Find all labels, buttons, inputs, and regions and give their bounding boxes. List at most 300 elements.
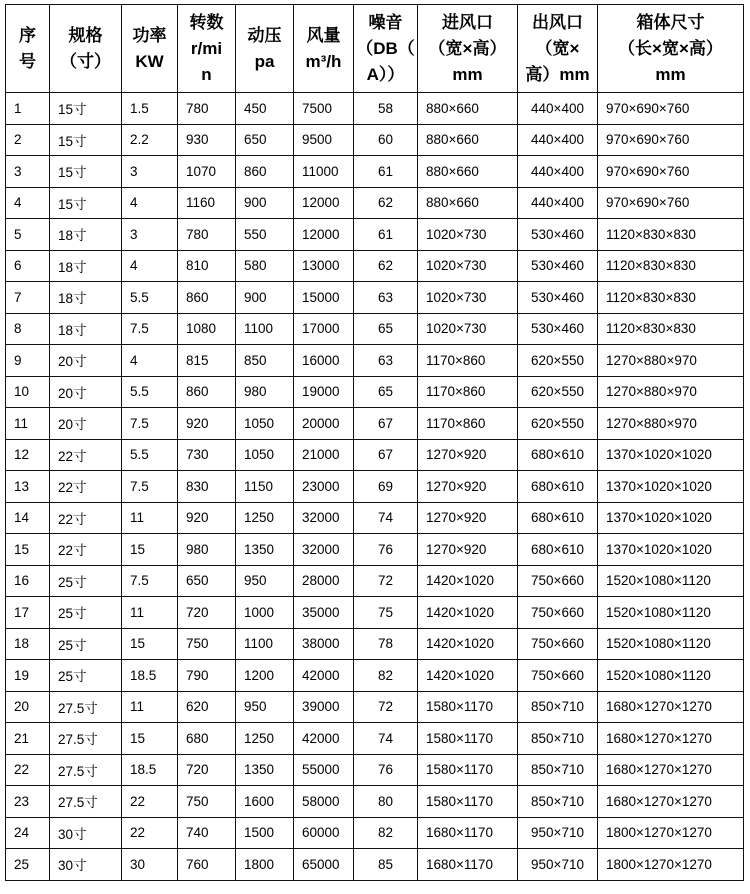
cell-noise: 72 <box>354 565 418 597</box>
cell-seq: 20 <box>6 691 50 723</box>
cell-seq: 25 <box>6 849 50 881</box>
table-row <box>6 628 744 660</box>
cell-inlet: 1020×730 <box>418 282 518 314</box>
cell-inlet: 1580×1170 <box>418 786 518 818</box>
cell-spec: 27.5寸 <box>50 786 122 818</box>
header-line: 噪音 <box>368 12 403 32</box>
cell-power: 15 <box>122 534 178 566</box>
cell-outlet: 530×460 <box>518 282 598 314</box>
cell-box-size: 1800×1270×1270 <box>598 817 744 849</box>
cell-airflow: 32000 <box>294 502 354 534</box>
cell-airflow: 58000 <box>294 786 354 818</box>
cell-airflow: 23000 <box>294 471 354 503</box>
cell-airflow: 28000 <box>294 565 354 597</box>
cell-outlet: 530×460 <box>518 219 598 251</box>
cell-noise: 62 <box>354 187 418 219</box>
cell-pressure: 1800 <box>236 849 294 881</box>
cell-power: 5.5 <box>122 282 178 314</box>
cell-noise: 85 <box>354 849 418 881</box>
table-row <box>6 250 744 282</box>
cell-noise: 62 <box>354 250 418 282</box>
cell-pressure: 980 <box>236 376 294 408</box>
cell-inlet: 1170×860 <box>418 408 518 440</box>
cell-inlet: 1420×1020 <box>418 565 518 597</box>
table-row <box>6 565 744 597</box>
header-line: n <box>201 64 212 84</box>
cell-power: 3 <box>122 219 178 251</box>
cell-power: 7.5 <box>122 313 178 345</box>
cell-speed: 815 <box>178 345 236 377</box>
cell-outlet: 680×610 <box>518 471 598 503</box>
cell-box-size: 970×690×760 <box>598 156 744 188</box>
cell-airflow: 35000 <box>294 597 354 629</box>
cell-airflow: 42000 <box>294 660 354 692</box>
cell-spec: 20寸 <box>50 345 122 377</box>
cell-seq: 21 <box>6 723 50 755</box>
cell-seq: 24 <box>6 817 50 849</box>
cell-power: 15 <box>122 628 178 660</box>
header-line: （宽×高） <box>428 38 507 58</box>
cell-inlet: 880×660 <box>418 187 518 219</box>
cell-spec: 25寸 <box>50 660 122 692</box>
cell-noise: 63 <box>354 345 418 377</box>
cell-pressure: 450 <box>236 93 294 125</box>
cell-inlet: 880×660 <box>418 124 518 156</box>
cell-power: 7.5 <box>122 471 178 503</box>
table-header <box>6 5 744 93</box>
cell-pressure: 580 <box>236 250 294 282</box>
cell-spec: 27.5寸 <box>50 723 122 755</box>
cell-power: 30 <box>122 849 178 881</box>
cell-speed: 1070 <box>178 156 236 188</box>
cell-airflow: 20000 <box>294 408 354 440</box>
cell-airflow: 38000 <box>294 628 354 660</box>
cell-inlet: 1170×860 <box>418 345 518 377</box>
cell-speed: 780 <box>178 219 236 251</box>
cell-outlet: 530×460 <box>518 313 598 345</box>
cell-speed: 720 <box>178 597 236 629</box>
cell-pressure: 1250 <box>236 723 294 755</box>
cell-speed: 830 <box>178 471 236 503</box>
cell-airflow: 11000 <box>294 156 354 188</box>
table-row <box>6 408 744 440</box>
cell-pressure: 860 <box>236 156 294 188</box>
table-row <box>6 660 744 692</box>
cell-outlet: 620×550 <box>518 376 598 408</box>
cell-airflow: 32000 <box>294 534 354 566</box>
table-row <box>6 691 744 723</box>
cell-inlet: 1580×1170 <box>418 723 518 755</box>
header-line: r/mi <box>190 38 223 58</box>
cell-noise: 72 <box>354 691 418 723</box>
cell-inlet: 1270×920 <box>418 439 518 471</box>
cell-inlet: 1270×920 <box>418 502 518 534</box>
cell-speed: 650 <box>178 565 236 597</box>
cell-box-size: 1270×880×970 <box>598 376 744 408</box>
cell-outlet: 850×710 <box>518 786 598 818</box>
table-row <box>6 93 744 125</box>
cell-noise: 75 <box>354 597 418 629</box>
cell-inlet: 1020×730 <box>418 250 518 282</box>
cell-noise: 65 <box>354 376 418 408</box>
cell-speed: 760 <box>178 849 236 881</box>
cell-box-size: 1370×1020×1020 <box>598 471 744 503</box>
cell-box-size: 1520×1080×1120 <box>598 565 744 597</box>
header-outlet <box>518 5 598 93</box>
cell-box-size: 1680×1270×1270 <box>598 691 744 723</box>
cell-inlet: 1170×860 <box>418 376 518 408</box>
cell-box-size: 970×690×760 <box>598 124 744 156</box>
cell-noise: 76 <box>354 534 418 566</box>
cell-outlet: 750×660 <box>518 565 598 597</box>
cell-pressure: 1250 <box>236 502 294 534</box>
cell-noise: 74 <box>354 723 418 755</box>
cell-outlet: 440×400 <box>518 124 598 156</box>
cell-speed: 720 <box>178 754 236 786</box>
header-inlet <box>418 5 518 93</box>
cell-seq: 9 <box>6 345 50 377</box>
table-row <box>6 124 744 156</box>
table-row <box>6 754 744 786</box>
cell-speed: 680 <box>178 723 236 755</box>
cell-speed: 930 <box>178 124 236 156</box>
header-line: mm <box>452 64 483 84</box>
cell-airflow: 21000 <box>294 439 354 471</box>
cell-pressure: 1500 <box>236 817 294 849</box>
cell-seq: 5 <box>6 219 50 251</box>
cell-speed: 620 <box>178 691 236 723</box>
cell-spec: 18寸 <box>50 282 122 314</box>
cell-speed: 860 <box>178 282 236 314</box>
cell-pressure: 1350 <box>236 754 294 786</box>
cell-box-size: 970×690×760 <box>598 93 744 125</box>
table-row <box>6 471 744 503</box>
header-line: 转数 <box>189 12 224 32</box>
cell-pressure: 1350 <box>236 534 294 566</box>
cell-box-size: 1520×1080×1120 <box>598 597 744 629</box>
header-box-size <box>598 5 744 93</box>
cell-seq: 10 <box>6 376 50 408</box>
table-row <box>6 849 744 881</box>
header-line: 规格 <box>68 25 103 45</box>
cell-outlet: 750×660 <box>518 597 598 629</box>
cell-pressure: 1100 <box>236 313 294 345</box>
cell-outlet: 680×610 <box>518 534 598 566</box>
cell-seq: 17 <box>6 597 50 629</box>
cell-spec: 18寸 <box>50 219 122 251</box>
cell-seq: 18 <box>6 628 50 660</box>
cell-power: 18.5 <box>122 660 178 692</box>
table-row <box>6 597 744 629</box>
header-spec <box>50 5 122 93</box>
cell-noise: 65 <box>354 313 418 345</box>
cell-speed: 920 <box>178 502 236 534</box>
cell-inlet: 880×660 <box>418 156 518 188</box>
cell-inlet: 1020×730 <box>418 219 518 251</box>
cell-noise: 60 <box>354 124 418 156</box>
cell-spec: 25寸 <box>50 565 122 597</box>
cell-box-size: 1370×1020×1020 <box>598 439 744 471</box>
header-line: 序 <box>19 25 36 45</box>
cell-power: 7.5 <box>122 565 178 597</box>
cell-outlet: 530×460 <box>518 250 598 282</box>
cell-outlet: 440×400 <box>518 93 598 125</box>
cell-noise: 82 <box>354 660 418 692</box>
table-row <box>6 282 744 314</box>
table-row <box>6 786 744 818</box>
header-line: 风量 <box>306 25 341 45</box>
header-line: pa <box>254 51 275 71</box>
cell-airflow: 42000 <box>294 723 354 755</box>
cell-airflow: 12000 <box>294 187 354 219</box>
cell-power: 18.5 <box>122 754 178 786</box>
cell-speed: 750 <box>178 628 236 660</box>
cell-spec: 18寸 <box>50 250 122 282</box>
cell-power: 11 <box>122 691 178 723</box>
cell-inlet: 1420×1020 <box>418 660 518 692</box>
cell-pressure: 550 <box>236 219 294 251</box>
header-line: KW <box>135 51 164 71</box>
cell-box-size: 1680×1270×1270 <box>598 754 744 786</box>
cell-speed: 920 <box>178 408 236 440</box>
cell-spec: 27.5寸 <box>50 691 122 723</box>
cell-spec: 15寸 <box>50 124 122 156</box>
cell-outlet: 750×660 <box>518 660 598 692</box>
cell-outlet: 950×710 <box>518 817 598 849</box>
cell-noise: 82 <box>354 817 418 849</box>
cell-box-size: 1520×1080×1120 <box>598 660 744 692</box>
cell-airflow: 15000 <box>294 282 354 314</box>
cell-pressure: 1050 <box>236 408 294 440</box>
cell-spec: 22寸 <box>50 439 122 471</box>
cell-speed: 740 <box>178 817 236 849</box>
header-row <box>6 5 744 93</box>
table-row <box>6 817 744 849</box>
cell-speed: 810 <box>178 250 236 282</box>
table-row <box>6 219 744 251</box>
cell-speed: 860 <box>178 376 236 408</box>
cell-airflow: 17000 <box>294 313 354 345</box>
table-row <box>6 502 744 534</box>
cell-seq: 23 <box>6 786 50 818</box>
cell-power: 5.5 <box>122 439 178 471</box>
header-line: 出风口 <box>532 12 583 32</box>
cell-power: 2.2 <box>122 124 178 156</box>
cell-airflow: 9500 <box>294 124 354 156</box>
cell-noise: 69 <box>354 471 418 503</box>
cell-spec: 27.5寸 <box>50 754 122 786</box>
table-row <box>6 187 744 219</box>
cell-power: 22 <box>122 817 178 849</box>
header-line: （DB（ <box>356 38 415 58</box>
cell-power: 1.5 <box>122 93 178 125</box>
cell-speed: 780 <box>178 93 236 125</box>
cell-pressure: 1150 <box>236 471 294 503</box>
table-row <box>6 313 744 345</box>
cell-inlet: 1270×920 <box>418 471 518 503</box>
cell-airflow: 13000 <box>294 250 354 282</box>
cell-spec: 25寸 <box>50 597 122 629</box>
cell-inlet: 1270×920 <box>418 534 518 566</box>
cell-pressure: 900 <box>236 282 294 314</box>
cell-inlet: 880×660 <box>418 93 518 125</box>
cell-spec: 20寸 <box>50 376 122 408</box>
cell-box-size: 1270×880×970 <box>598 345 744 377</box>
header-power <box>122 5 178 93</box>
header-line: 高）mm <box>525 64 590 84</box>
table-row <box>6 723 744 755</box>
cell-noise: 67 <box>354 439 418 471</box>
table-row <box>6 345 744 377</box>
cell-seq: 7 <box>6 282 50 314</box>
cell-pressure: 1200 <box>236 660 294 692</box>
cell-outlet: 850×710 <box>518 754 598 786</box>
cell-pressure: 900 <box>236 187 294 219</box>
cell-box-size: 1370×1020×1020 <box>598 534 744 566</box>
header-speed <box>178 5 236 93</box>
cell-noise: 63 <box>354 282 418 314</box>
cell-box-size: 1800×1270×1270 <box>598 849 744 881</box>
cell-noise: 61 <box>354 219 418 251</box>
cell-outlet: 750×660 <box>518 628 598 660</box>
cell-airflow: 19000 <box>294 376 354 408</box>
cell-power: 5.5 <box>122 376 178 408</box>
header-line: A）） <box>366 64 405 84</box>
cell-inlet: 1020×730 <box>418 313 518 345</box>
header-noise <box>354 5 418 93</box>
cell-inlet: 1420×1020 <box>418 628 518 660</box>
cell-power: 7.5 <box>122 408 178 440</box>
cell-outlet: 680×610 <box>518 439 598 471</box>
cell-power: 4 <box>122 345 178 377</box>
cell-seq: 6 <box>6 250 50 282</box>
cell-pressure: 1000 <box>236 597 294 629</box>
header-line: 箱体尺寸 <box>636 12 705 32</box>
cell-power: 11 <box>122 502 178 534</box>
table-row <box>6 156 744 188</box>
cell-pressure: 1050 <box>236 439 294 471</box>
cell-noise: 58 <box>354 93 418 125</box>
cell-box-size: 1680×1270×1270 <box>598 786 744 818</box>
cell-seq: 13 <box>6 471 50 503</box>
cell-outlet: 850×710 <box>518 723 598 755</box>
cell-airflow: 16000 <box>294 345 354 377</box>
cell-seq: 8 <box>6 313 50 345</box>
cell-spec: 25寸 <box>50 628 122 660</box>
cell-box-size: 1520×1080×1120 <box>598 628 744 660</box>
header-airflow <box>294 5 354 93</box>
cell-spec: 15寸 <box>50 93 122 125</box>
cell-airflow: 55000 <box>294 754 354 786</box>
spec-table-container <box>5 4 744 881</box>
cell-box-size: 1370×1020×1020 <box>598 502 744 534</box>
cell-inlet: 1580×1170 <box>418 691 518 723</box>
table-row <box>6 534 744 566</box>
header-seq <box>6 5 50 93</box>
cell-noise: 80 <box>354 786 418 818</box>
header-line: 进风口 <box>442 12 493 32</box>
cell-box-size: 1120×830×830 <box>598 250 744 282</box>
header-line: 动压 <box>247 25 282 45</box>
cell-outlet: 850×710 <box>518 691 598 723</box>
cell-spec: 30寸 <box>50 849 122 881</box>
header-line: mm <box>655 64 686 84</box>
cell-noise: 78 <box>354 628 418 660</box>
cell-box-size: 1270×880×970 <box>598 408 744 440</box>
cell-speed: 790 <box>178 660 236 692</box>
header-line: m³/h <box>305 51 342 71</box>
cell-pressure: 650 <box>236 124 294 156</box>
cell-speed: 1080 <box>178 313 236 345</box>
header-line: 号 <box>19 51 36 71</box>
cell-spec: 15寸 <box>50 187 122 219</box>
cell-seq: 16 <box>6 565 50 597</box>
cell-power: 4 <box>122 187 178 219</box>
cell-spec: 22寸 <box>50 471 122 503</box>
cell-seq: 14 <box>6 502 50 534</box>
cell-spec: 20寸 <box>50 408 122 440</box>
cell-pressure: 850 <box>236 345 294 377</box>
cell-speed: 980 <box>178 534 236 566</box>
cell-power: 4 <box>122 250 178 282</box>
cell-noise: 74 <box>354 502 418 534</box>
cell-seq: 2 <box>6 124 50 156</box>
cell-seq: 22 <box>6 754 50 786</box>
header-pressure <box>236 5 294 93</box>
fan-spec-table <box>5 4 744 881</box>
cell-spec: 22寸 <box>50 534 122 566</box>
table-row <box>6 439 744 471</box>
table-row <box>6 376 744 408</box>
cell-seq: 3 <box>6 156 50 188</box>
cell-power: 15 <box>122 723 178 755</box>
cell-power: 3 <box>122 156 178 188</box>
cell-inlet: 1680×1170 <box>418 817 518 849</box>
cell-inlet: 1420×1020 <box>418 597 518 629</box>
cell-outlet: 620×550 <box>518 408 598 440</box>
cell-airflow: 12000 <box>294 219 354 251</box>
cell-seq: 12 <box>6 439 50 471</box>
cell-pressure: 950 <box>236 565 294 597</box>
table-body <box>6 93 744 881</box>
cell-power: 22 <box>122 786 178 818</box>
cell-spec: 18寸 <box>50 313 122 345</box>
cell-speed: 1160 <box>178 187 236 219</box>
cell-seq: 1 <box>6 93 50 125</box>
cell-outlet: 680×610 <box>518 502 598 534</box>
cell-spec: 15寸 <box>50 156 122 188</box>
cell-seq: 19 <box>6 660 50 692</box>
cell-seq: 4 <box>6 187 50 219</box>
cell-airflow: 39000 <box>294 691 354 723</box>
cell-speed: 730 <box>178 439 236 471</box>
cell-box-size: 970×690×760 <box>598 187 744 219</box>
cell-airflow: 60000 <box>294 817 354 849</box>
cell-pressure: 1600 <box>236 786 294 818</box>
cell-box-size: 1120×830×830 <box>598 219 744 251</box>
cell-noise: 61 <box>354 156 418 188</box>
cell-seq: 15 <box>6 534 50 566</box>
cell-noise: 76 <box>354 754 418 786</box>
cell-power: 11 <box>122 597 178 629</box>
cell-inlet: 1680×1170 <box>418 849 518 881</box>
cell-spec: 22寸 <box>50 502 122 534</box>
cell-box-size: 1120×830×830 <box>598 313 744 345</box>
cell-inlet: 1580×1170 <box>418 754 518 786</box>
cell-pressure: 1100 <box>236 628 294 660</box>
cell-outlet: 440×400 <box>518 156 598 188</box>
cell-noise: 67 <box>354 408 418 440</box>
